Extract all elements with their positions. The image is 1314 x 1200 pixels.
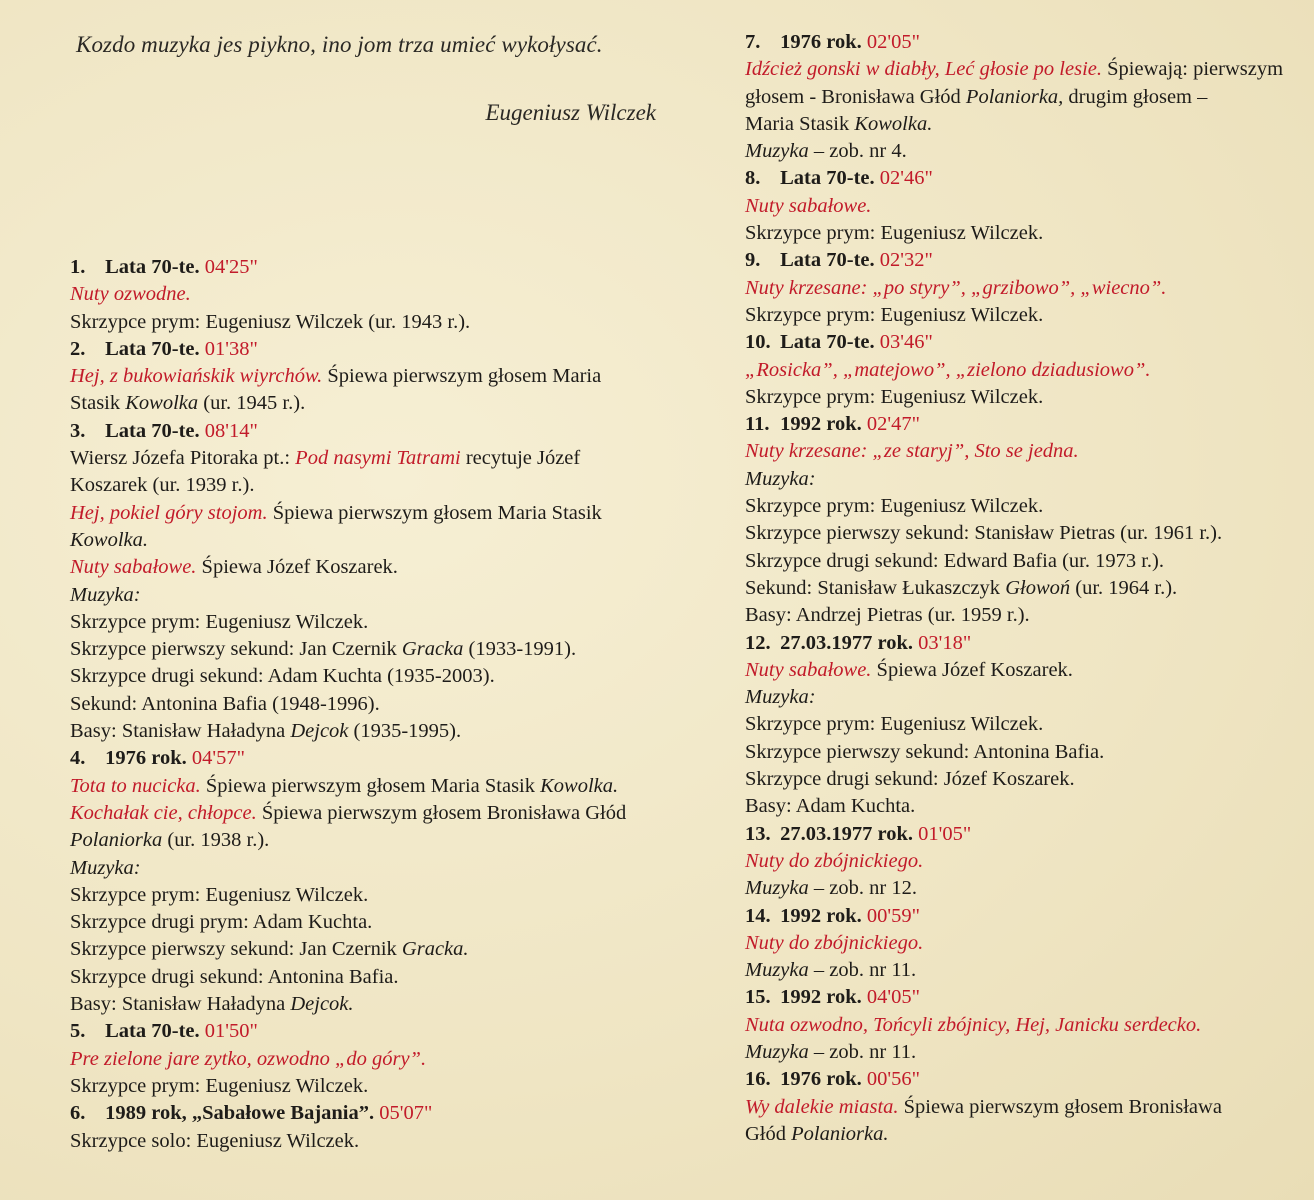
credit-line: Muzyka – zob. nr 11.: [745, 1040, 917, 1063]
credit-line: Muzyka – zob. nr 11.: [745, 959, 917, 982]
credit-line: Basy: Stanisław Haładyna Dejcok.: [70, 993, 354, 1016]
credit-line: Skrzypce pierwszy sekund: Stanisław Pietras (ur. 1961 r.).: [745, 522, 1223, 545]
credit-line: Głód Polaniorka.: [745, 1122, 889, 1145]
credit-line: Wiersz Józefa Pitoraka pt.: Pod nasymi Tatrami recytuje Józef: [70, 447, 581, 470]
credit-line: Nuty sabałowe. Śpiewa Józef Koszarek.: [745, 658, 1073, 681]
track-list-right: [745, 29, 1314, 1148]
credit-line: Maria Stasik Kowolka.: [745, 112, 933, 135]
credit-line: Sekund: Stanisław Łukaszczyk Głowoń (ur. 1964 r.).: [745, 576, 1178, 599]
track-heading: 5. Lata 70-te. 01'50": [70, 1020, 258, 1043]
credit-line: Basy: Stanisław Haładyna Dejcok (1935-1995).: [70, 720, 462, 743]
credit-line: Skrzypce pierwszy sekund: Antonina Bafia.: [745, 740, 1105, 763]
track-title: Nuty sabałowe.: [745, 194, 872, 217]
credit-line: Koszarek (ur. 1939 r.).: [70, 474, 255, 497]
track-heading: 11. 1992 rok. 02'47": [745, 413, 920, 436]
credit-line: Skrzypce prym: Eugeniusz Wilczek.: [745, 495, 1044, 518]
credit-line: Muzyka – zob. nr 12.: [745, 877, 917, 900]
music-label: Muzyka:: [745, 686, 816, 709]
credit-line: Skrzypce drugi sekund: Adam Kuchta (1935-2003).: [70, 665, 495, 688]
credit-line: Skrzypce pierwszy sekund: Jan Czernik Gracka.: [70, 938, 469, 961]
credit-line: Polaniorka (ur. 1938 r.).: [70, 829, 270, 852]
track-heading: 14. 1992 rok. 00'59": [745, 904, 920, 927]
track-list-left: [70, 254, 710, 1155]
credit-line: Skrzypce drugi sekund: Antonina Bafia.: [70, 965, 399, 988]
credit-line: Hej, z bukowiańskik wiyrchów. Śpiewa pierwszym głosem Maria: [70, 365, 602, 388]
credit-line: głosem - Bronisława Głód Polaniorka, drugim głosem –: [745, 85, 1208, 108]
credit-line: Sekund: Antonina Bafia (1948-1996).: [70, 692, 380, 715]
track-heading: 7. 1976 rok. 02'05": [745, 31, 920, 53]
credit-line: Skrzypce prym: Eugeniusz Wilczek.: [745, 222, 1044, 245]
credit-line: Stasik Kowolka (ur. 1945 r.).: [70, 392, 306, 415]
music-label: Muzyka:: [745, 467, 816, 490]
credit-line: Skrzypce prym: Eugeniusz Wilczek.: [745, 303, 1044, 326]
track-title: Nuty do zbójnickiego.: [745, 849, 924, 872]
credit-line: Skrzypce prym: Eugeniusz Wilczek.: [745, 713, 1044, 736]
track-title: „Rosicka”, „matejowo”, „zielono dziadusiowo”.: [745, 358, 1151, 381]
credit-line: Skrzypce prym: Eugeniusz Wilczek (ur. 1943 r.).: [70, 310, 471, 333]
credit-line: Skrzypce prym: Eugeniusz Wilczek.: [70, 883, 369, 906]
track-heading: 16. 1976 rok. 00'56": [745, 1068, 920, 1091]
credit-line: Skrzypce prym: Eugeniusz Wilczek.: [70, 1074, 369, 1097]
credit-line: Muzyka – zob. nr 4.: [745, 140, 907, 163]
credit-line: Tota to nucicka. Śpiewa pierwszym głosem Maria Stasik Kowolka.: [70, 774, 619, 797]
track-heading: 2. Lata 70-te. 01'38": [70, 337, 258, 360]
credit-line: Idźcież gonski w diabły, Leć głosie po lesie. Śpiewają: pierwszym: [745, 58, 1284, 81]
credit-line: Skrzypce prym: Eugeniusz Wilczek.: [745, 385, 1044, 408]
credit-line: Basy: Adam Kuchta.: [745, 795, 916, 818]
credit-line: Basy: Andrzej Pietras (ur. 1959 r.).: [745, 604, 1030, 627]
track-heading: 15. 1992 rok. 04'05": [745, 986, 920, 1009]
credit-line: Skrzypce drugi sekund: Józef Koszarek.: [745, 768, 1075, 791]
credit-line: Skrzypce pierwszy sekund: Jan Czernik Gracka (1933-1991).: [70, 638, 577, 661]
motto-quote: Kozdo muzyka jes piykno, ino jom trza umieć wykołysać.: [76, 32, 603, 57]
track-title: Nuty do zbójnickiego.: [745, 931, 924, 954]
track-heading: 4. 1976 rok. 04'57": [70, 747, 245, 770]
track-heading: 13. 27.03.1977 rok. 01'05": [745, 822, 972, 845]
credit-line: Skrzypce drugi prym: Adam Kuchta.: [70, 911, 373, 934]
credit-line: Skrzypce drugi sekund: Edward Bafia (ur. 1973 r.).: [745, 549, 1165, 572]
credit-line: Hej, pokiel góry stojom. Śpiewa pierwszym głosem Maria Stasik: [70, 501, 602, 524]
credit-line: Kowolka.: [70, 528, 149, 551]
track-heading: 3. Lata 70-te. 08'14": [70, 419, 258, 442]
track-heading: 9. Lata 70-te. 02'32": [745, 249, 933, 272]
track-heading: 1. Lata 70-te. 04'25": [70, 256, 258, 278]
track-heading: 8. Lata 70-te. 02'46": [745, 167, 933, 190]
credit-line: Skrzypce prym: Eugeniusz Wilczek.: [70, 610, 369, 633]
credit-line: Kochałak cie, chłopce. Śpiewa pierwszym głosem Bronisława Głód: [70, 801, 627, 824]
track-title: Pre zielone jare zytko, ozwodno „do góry”.: [70, 1047, 427, 1070]
music-label: Muzyka:: [70, 856, 141, 879]
credit-line: Wy dalekie miasta. Śpiewa pierwszym głosem Bronisława: [745, 1095, 1222, 1118]
credit-line: Nuty sabałowe. Śpiewa Józef Koszarek.: [70, 556, 398, 579]
track-title: Nuta ozwodno, Tońcyli zbójnicy, Hej, Janicku serdecko.: [745, 1013, 1202, 1036]
credit-line: Skrzypce solo: Eugeniusz Wilczek.: [70, 1129, 360, 1152]
track-title: Nuty krzesane: „po styry”, „grzibowo”, „wiecno”.: [745, 276, 1167, 299]
track-heading: 6. 1989 rok, „Sabałowe Bajania”. 05'07": [70, 1102, 433, 1125]
track-heading: 10. Lata 70-te. 03'46": [745, 331, 933, 354]
track-heading: 12. 27.03.1977 rok. 03'18": [745, 631, 972, 654]
track-title: Nuty ozwodne.: [70, 283, 191, 306]
motto-author: Eugeniusz Wilczek: [485, 100, 656, 125]
music-label: Muzyka:: [70, 583, 141, 606]
track-title: Nuty krzesane: „ze staryj”, Sto se jedna.: [745, 440, 1079, 463]
